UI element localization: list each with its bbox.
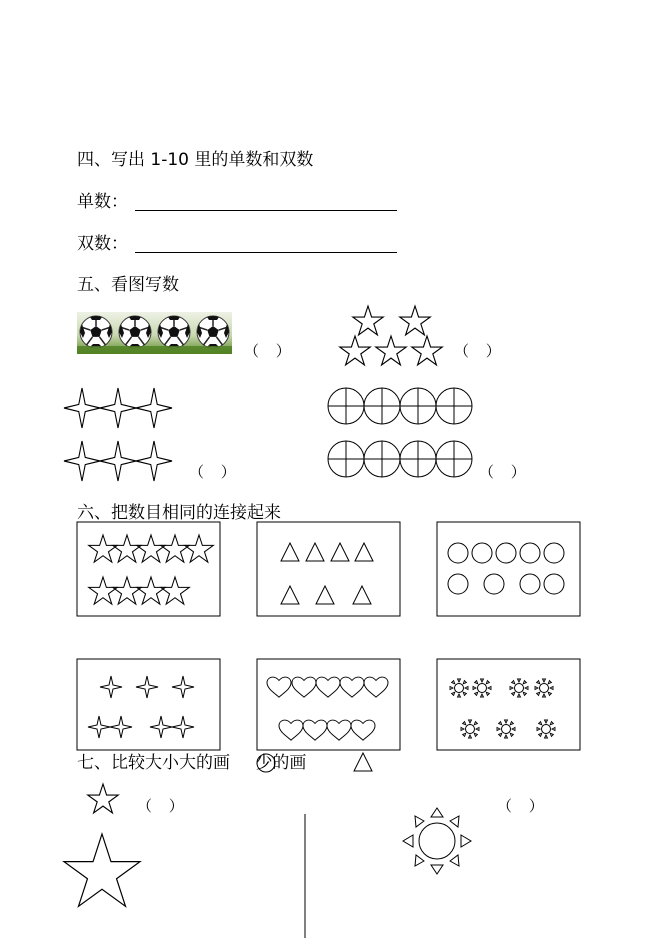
answer-paren-sparkles[interactable]: （ ） [189, 463, 242, 481]
odd-numbers-label: 单数： [77, 192, 128, 212]
section-7-title-part-b: 少的画 [250, 753, 307, 773]
big-sun [403, 808, 471, 874]
box-4-sparkles [88, 676, 194, 738]
section-5-title: 五、看图写数 [77, 275, 179, 295]
triangle-symbol [354, 753, 372, 771]
five-stars-group [340, 306, 442, 365]
big-star [64, 834, 140, 906]
answer-paren-sun-size[interactable]: （ ） [497, 797, 550, 815]
section-7-title-part-a: 七、比较大小大的画 [77, 753, 230, 773]
even-numbers-label: 双数： [77, 234, 128, 254]
box-3-circles [448, 543, 564, 594]
section-6-title: 六、把数目相同的连接起来 [77, 503, 281, 523]
answer-paren-stars[interactable]: （ ） [454, 342, 507, 360]
box-5-hearts [267, 677, 388, 740]
answer-paren-circles[interactable]: （ ） [479, 463, 532, 481]
circle-symbol [257, 754, 275, 772]
answer-paren-star-size[interactable]: （ ） [137, 797, 190, 815]
sparkles-group [64, 388, 172, 481]
answer-paren-soccer[interactable]: （ ） [244, 342, 297, 360]
box-2-triangles [281, 543, 373, 604]
section-4-title: 四、写出 1-10 里的单数和双数 [77, 150, 314, 170]
box-1-stars [89, 535, 214, 604]
box-6-suns [450, 679, 555, 738]
crossed-circles-group [328, 388, 472, 477]
small-star [88, 784, 118, 813]
